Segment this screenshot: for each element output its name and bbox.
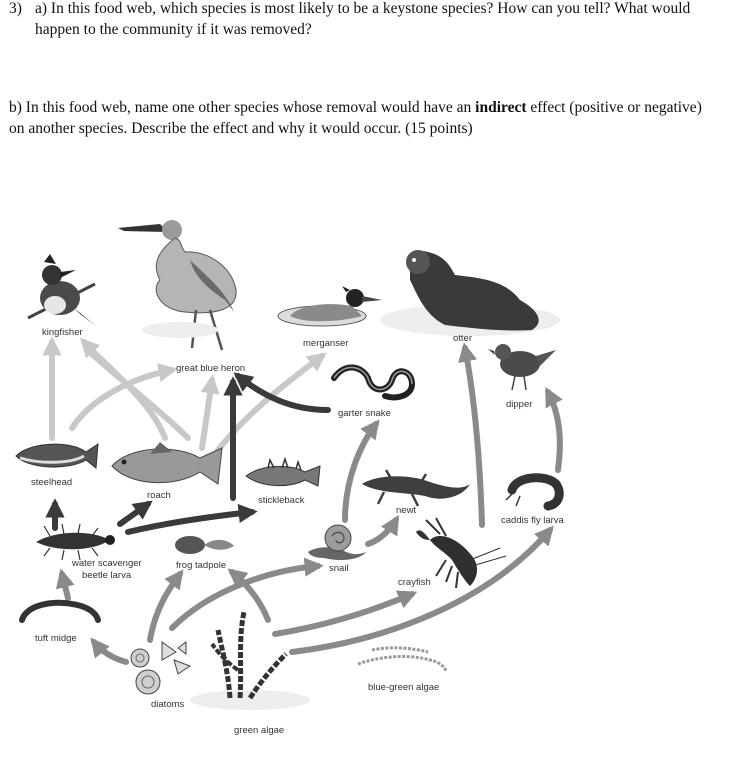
arrow-midge-to-beetle — [62, 574, 68, 598]
label-crayfish: crayfish — [398, 577, 431, 588]
label-merganser: merganser — [303, 338, 349, 349]
arrow-snail-to-snake — [345, 424, 376, 520]
label-kingfisher: kingfisher — [42, 327, 83, 338]
label-blue-green-algae: blue-green algae — [368, 682, 440, 693]
green-algae-illustration — [190, 612, 310, 710]
roach-illustration — [112, 442, 222, 484]
label-green-algae: green algae — [234, 725, 285, 736]
question-b-line2: on another species. Describe the effect and why it would occur. (15 points) — [9, 120, 473, 137]
arrow-diatoms-to-snail — [172, 566, 318, 628]
label-water-scavenger-line1: water scavenger — [72, 558, 142, 569]
label-newt: newt — [396, 505, 417, 516]
label-great-blue-heron: great blue heron — [176, 363, 246, 374]
snail-illustration — [308, 525, 366, 560]
caddis-fly-larva-illustration — [506, 478, 559, 506]
arrow-snail-to-newt — [368, 520, 396, 544]
label-frog-tadpole: frog tadpole — [176, 560, 227, 571]
frog-tadpole-illustration — [175, 536, 234, 554]
label-snail: snail — [329, 563, 349, 574]
arrow-roach-to-heron — [202, 380, 212, 448]
great-blue-heron-illustration — [118, 220, 236, 350]
label-roach: roach — [147, 490, 171, 501]
water-scavenger-beetle-larva-illustration — [36, 524, 115, 560]
blue-green-algae-illustration — [358, 648, 446, 672]
label-stickleback: stickleback — [258, 495, 305, 506]
arrow-beetle-to-stickleback — [128, 512, 252, 532]
question-b-bold: indirect — [475, 99, 527, 116]
tuft-midge-illustration — [22, 603, 98, 620]
label-tuft-midge: tuft midge — [35, 633, 77, 644]
question-b-pre: b) In this food web, name one other species whose removal would have an — [9, 99, 476, 116]
otter-illustration — [380, 250, 560, 336]
kingfisher-illustration — [28, 254, 96, 326]
label-caddis-fly-larva: caddis fly larva — [501, 515, 564, 526]
label-diatoms: diatoms — [151, 699, 185, 710]
arrow-beetle-to-roach — [120, 504, 148, 524]
label-garter-snake: garter snake — [338, 408, 391, 419]
question-a-line2: happen to the community if it was removed? — [35, 21, 312, 38]
label-dipper: dipper — [506, 399, 533, 410]
arrow-diatoms-to-tadpole — [150, 574, 180, 640]
stickleback-illustration — [246, 459, 320, 486]
arrow-snake-to-heron — [238, 376, 328, 410]
dipper-illustration — [488, 344, 556, 390]
label-steelhead: steelhead — [31, 477, 73, 488]
question-a-line1: a) In this food web, which species is most likely to be a keystone species? How can you tell? What would — [35, 0, 691, 17]
label-otter: otter — [453, 333, 473, 344]
arrow-diatoms-to-midge — [94, 642, 126, 662]
garter-snake-illustration — [334, 367, 412, 397]
newt-illustration — [362, 470, 470, 506]
merganser-illustration — [278, 286, 382, 326]
question-number: 3) — [9, 0, 22, 17]
label-water-scavenger-line2: beetle larva — [82, 570, 132, 581]
arrow-crayfish-to-otter — [465, 348, 482, 525]
steelhead-illustration — [16, 444, 98, 468]
diatoms-illustration — [131, 642, 190, 694]
question-b-post: effect (positive or negative) — [526, 99, 702, 116]
arrow-caddis-to-dipper — [548, 392, 560, 470]
